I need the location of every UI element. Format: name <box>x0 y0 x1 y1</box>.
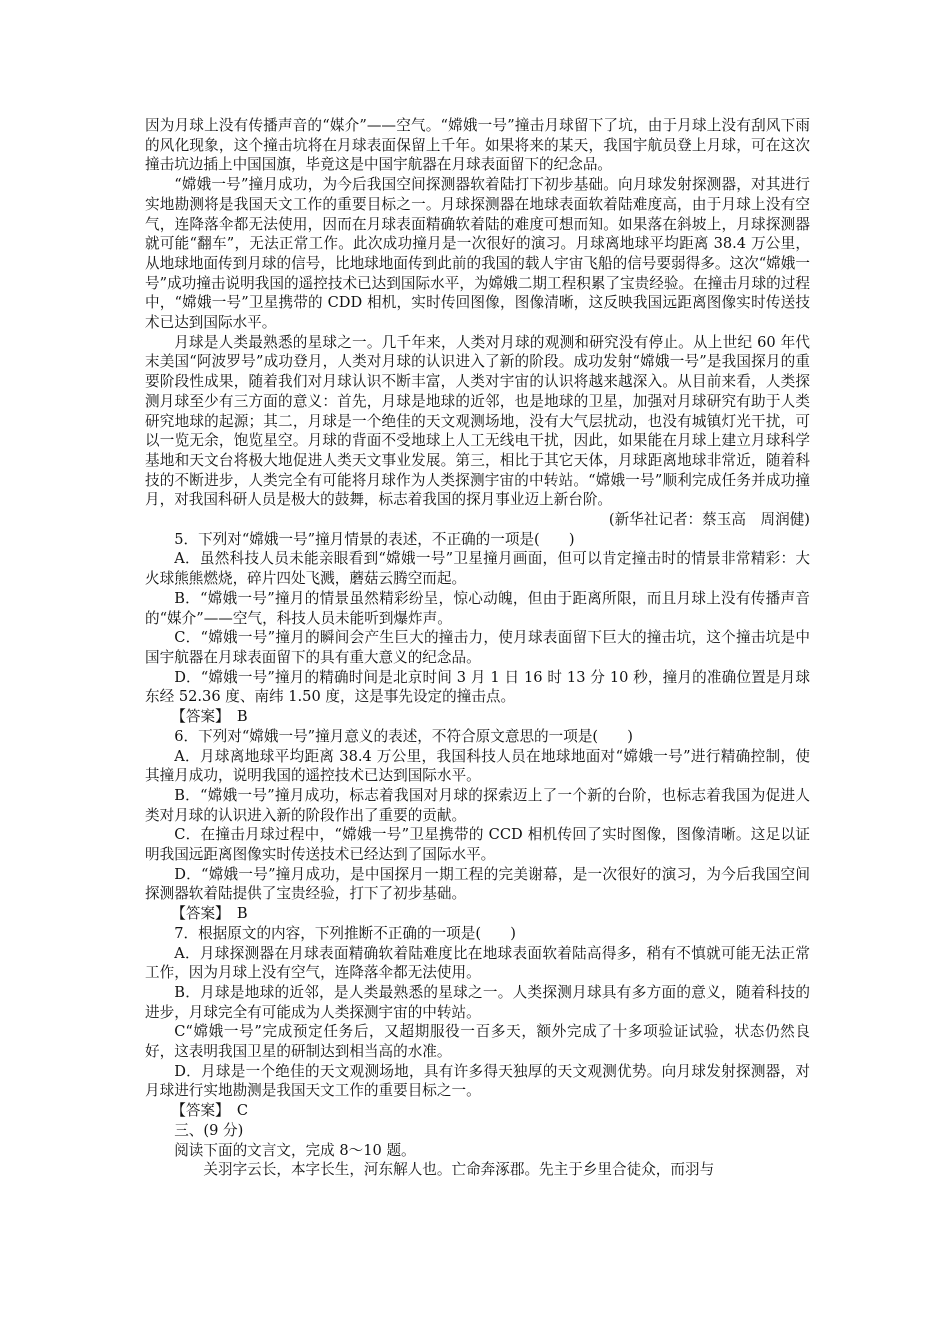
classical-text-start: 关羽字云长，本字长生，河东解人也。亡命奔涿郡。先主于乡里合徒众，而羽与 <box>203 1161 715 1179</box>
question-6-option-d: D．“嫦娥一号”撞月成功，是中国探月一期工程的完美谢幕，是一次很好的演习，为今后我国空间探测器软着陆提供了宝贵经验，打下了初步基础。 <box>145 865 810 903</box>
question-6-stem: 6．下列对“嫦娥一号”撞月意义的表述，不符合原文意思的一项是( ) <box>174 727 634 745</box>
question-6-option-b: B．“嫦娥一号”撞月成功，标志着我国对月球的探索迈上了一个新的台阶，也标志着我国为促进人类对月球的认识进入新的阶段作出了重要的贡献。 <box>145 786 810 824</box>
question-7-answer: 【答案】 C <box>171 1102 249 1120</box>
question-6-answer: 【答案】 B <box>171 905 248 923</box>
section-3-heading: 三、(9 分) <box>174 1121 244 1139</box>
question-7-option-d: D．月球是一个绝佳的天文观测场地，具有许多得天独厚的天文观测优势。向月球发射探测器，对月球进行实地勘测是我国天文工作的重要目标之一。 <box>145 1062 810 1100</box>
question-5-option-c: C．“嫦娥一号”撞月的瞬间会产生巨大的撞击力，使月球表面留下巨大的撞击坑，这个撞击坑是中国宇航器在月球表面留下的具有重大意义的纪念品。 <box>145 629 810 666</box>
section-3-instruction: 阅读下面的文言文，完成 8～10 题。 <box>174 1141 416 1159</box>
passage-paragraph-3: 月球是人类最熟悉的星球之一。几千年来，人类对月球的观测和研究没有停止。从上世纪 60 年代末美国“阿波罗号”成功登月，人类对月球的认识进入了新的阶段。成功发射“嫦娥一号”是我国探月的重要阶段性成果，随着我们对月球认识不断丰富，人类对宇宙的认识将越来越深入。从目前来看，人类探测月球至少有三方面的意义：首先，月球是地球的近邻，也是地球的卫星，加强对月球研究有助于人类研究地球的起源；其二，月球是一个绝佳的天文观测场地，没有大气层扰动，也没有城镇灯光干扰，可以一览无余，饱览星空。月球的背面不受地球上人工无线电干扰，因此，如果能在月球上建立月球科学基地和天文台将极大地促进人类天文事业发展。第三，相比于其它天体，月球距离地球非常近，随着科技的不断进步，人类完全有可能将月球作为人类探测宇宙的中转站。“嫦娥一号”顺利完成任务并成功撞月，对我国科研人员是极大的鼓舞，标志着我国的探月事业迈上新台阶。 <box>145 333 810 509</box>
question-6-option-c: C．在撞击月球过程中，“嫦娥一号”卫星携带的 CCD 相机传回了实时图像，图像清晰。这足以证明我国远距离图像实时传送技术已经达到了国际水平。 <box>145 826 810 864</box>
source-attribution: (新华社记者：蔡玉高 周润健) <box>608 511 810 529</box>
passage-paragraph-2: “嫦娥一号”撞月成功，为今后我国空间探测器软着陆打下初步基础。向月球发射探测器，对其进行实地勘测将是我国天文工作的重要目标之一。月球探测器在地球表面软着陆难度高，由于月球上没有空气，连降落伞都无法使用，因而在月球表面精确软着陆的难度可想而知。如果落在斜坡上，月球探测器就可能“翻车”，无法正常工作。此次成功撞月是一次很好的演习。月球离地球平均距离 38.4 万公里，从地球地面传到月球的信号，比地球地面传到此前的我国的载人宇宙飞船的信号要弱得多。这次“嫦娥一号”成功撞击说明我国的遥控技术已达到国际水平，为嫦娥二期工程积累了宝贵经验。在撞击月球的过程中，“嫦娥一号”卫星携带的 CDD 相机，实时传回图像，图像清晰，这反映我国远距离图像实时传送技术已达到国际水平。 <box>145 176 810 332</box>
question-6-option-a: A．月球离地球平均距离 38.4 万公里，我国科技人员在地球地面对“嫦娥一号”进行精确控制，使其撞月成功，说明我国的遥控技术已达到国际水平。 <box>145 747 810 785</box>
passage-paragraph-1: 因为月球上没有传播声音的“媒介”——空气。“嫦娥一号”撞击月球留下了坑，由于月球上没有刮风下雨的风化现象，这个撞击坑将在月球表面保留上千年。如果将来的某天，我国宇航员登上月球，可在这次撞击坑边插上中国国旗，毕竟这是中国宇航器在月球表面留下的纪念品。 <box>145 117 810 174</box>
question-7-option-c: C“嫦娥一号”完成预定任务后，又超期服役一百多天，额外完成了十多项验证试验，状态仍然良好，这表明我国卫星的研制达到相当高的水准。 <box>145 1023 810 1061</box>
question-5-option-b: B．“嫦娥一号”撞月的情景虽然精彩纷呈，惊心动魄，但由于距离所限，而且月球上没有传播声音的“媒介”——空气，科技人员未能听到爆炸声。 <box>145 589 810 627</box>
question-7-option-a: A．月球探测器在月球表面精确软着陆难度比在地球表面软着陆高得多，稍有不慎就可能无法正常工作，因为月球上没有空气，连降落伞都无法使用。 <box>145 944 810 982</box>
document-page <box>145 116 810 1180</box>
question-5-answer: 【答案】 B <box>171 708 248 726</box>
question-5-option-a: A．虽然科技人员未能亲眼看到“嫦娥一号”卫星撞月画面，但可以肯定撞击时的情景非常精彩：大火球熊熊燃烧，碎片四处飞溅，蘑菇云腾空而起。 <box>145 550 810 588</box>
question-5-stem: 5．下列对“嫦娥一号”撞月情景的表述，不正确的一项是( ) <box>174 530 575 548</box>
question-7-stem: 7．根据原文的内容，下列推断不正确的一项是( ) <box>174 924 516 942</box>
question-5-option-d: D．“嫦娥一号”撞月的精确时间是北京时间 3 月 1 日 16 时 13 分 10 秒，撞月的准确位置是月球东经 52.36 度、南纬 1.50 度，这是事先设定的撞击点。 <box>145 668 810 706</box>
question-7-option-b: B．月球是地球的近邻，是人类最熟悉的星球之一。人类探测月球具有多方面的意义，随着科技的进步，月球完全有可能成为人类探测宇宙的中转站。 <box>145 983 810 1021</box>
